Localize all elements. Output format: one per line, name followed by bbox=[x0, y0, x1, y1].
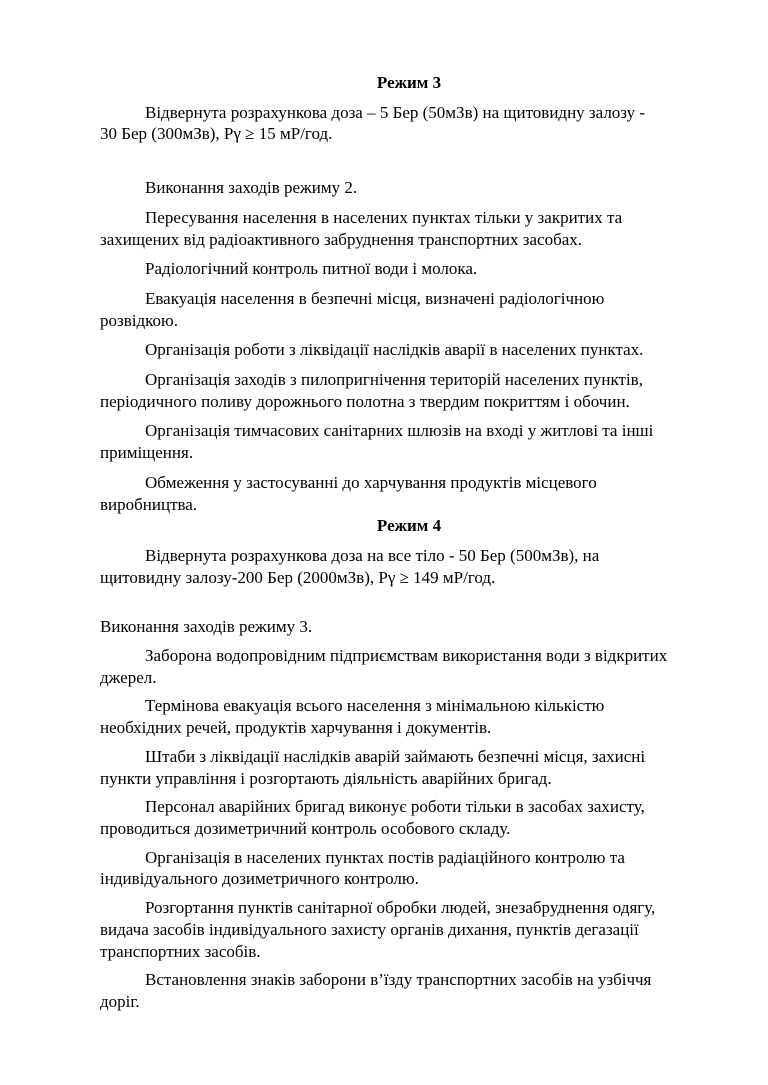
paragraph-line: необхідних речей, продуктів харчування і документів. bbox=[100, 718, 492, 738]
section-heading: Режим 4 bbox=[376, 516, 442, 536]
paragraph-line: розвідкою. bbox=[100, 310, 178, 330]
paragraph-line: Розгортання пунктів санітарної обробки людей, знезабруднення одягу, bbox=[145, 898, 656, 918]
paragraph-line: Радіологічний контроль питної води і молока. bbox=[145, 259, 478, 279]
paragraph-line: виробництва. bbox=[100, 494, 198, 514]
paragraph bbox=[100, 969, 718, 1012]
paragraph-line: доріг. bbox=[100, 991, 140, 1011]
document-content bbox=[100, 72, 718, 1013]
paragraph bbox=[100, 897, 718, 962]
paragraph bbox=[100, 746, 718, 789]
paragraph-line: щитовидну залозу-200 Бер (2000мЗв), Рγ ≥ 149 мР/год. bbox=[100, 567, 496, 587]
paragraph bbox=[100, 796, 718, 839]
paragraph-line: Організація заходів з пилопригнічення територій населених пунктів, bbox=[145, 370, 643, 390]
paragraph-line: Евакуація населення в безпечні місця, визначені радіологічною bbox=[145, 288, 605, 308]
paragraph-line: Виконання заходів режиму 3. bbox=[100, 617, 313, 637]
paragraph bbox=[100, 339, 718, 361]
paragraph-line: Персонал аварійних бригад виконує роботи тільки в засобах захисту, bbox=[145, 797, 645, 817]
paragraph-line: Встановлення знаків заборони в’їзду транспортних засобів на узбіччя bbox=[145, 970, 652, 990]
paragraph-line: джерел. bbox=[100, 667, 157, 687]
paragraph bbox=[100, 288, 718, 331]
paragraph-line: 30 Бер (300мЗв), Рγ ≥ 15 мР/год. bbox=[100, 124, 333, 144]
paragraph-line: приміщення. bbox=[100, 443, 194, 463]
blank-line bbox=[100, 153, 718, 169]
paragraph bbox=[100, 420, 718, 463]
paragraph bbox=[100, 472, 718, 515]
paragraph-line: Пересування населення в населених пунктах тільки у закритих та bbox=[145, 207, 623, 227]
blank-line bbox=[100, 596, 718, 612]
paragraph bbox=[100, 847, 718, 890]
paragraph bbox=[100, 258, 718, 280]
paragraph-line: Організація тимчасових санітарних шлюзів на вході у житлові та інші bbox=[145, 421, 654, 441]
paragraph-line: Відвернута розрахункова доза – 5 Бер (50мЗв) на щитовидну залозу - bbox=[145, 102, 646, 122]
paragraph-line: транспортних засобів. bbox=[100, 941, 261, 961]
paragraph bbox=[100, 102, 718, 145]
paragraph-line: Термінова евакуація всього населення з мінімальною кількістю bbox=[145, 696, 605, 716]
paragraph-line: пункти управління і розгортають діяльність аварійних бригад. bbox=[100, 768, 552, 788]
paragraph-line: Виконання заходів режиму 2. bbox=[145, 178, 358, 198]
paragraph-line: періодичного поливу дорожнього полотна з твердим покриттям і обочин. bbox=[100, 391, 630, 411]
paragraph bbox=[100, 645, 718, 688]
paragraph-line: Обмеження у застосуванні до харчування продуктів місцевого bbox=[145, 472, 597, 492]
paragraph-line: Організація в населених пунктах постів радіаційного контролю та bbox=[145, 847, 625, 867]
paragraph bbox=[100, 369, 718, 412]
paragraph-line: захищених від радіоактивного забруднення транспортних засобах. bbox=[100, 229, 583, 249]
paragraph bbox=[100, 177, 718, 199]
paragraph bbox=[100, 545, 718, 588]
paragraph-line: Організація роботи з ліквідації наслідків аварії в населених пунктах. bbox=[145, 340, 644, 360]
paragraph bbox=[100, 695, 718, 738]
paragraph-line: видача засобів індивідуального захисту органів дихання, пунктів дегазації bbox=[100, 919, 639, 939]
section-heading: Режим 3 bbox=[376, 73, 442, 92]
paragraph bbox=[100, 616, 718, 638]
paragraph bbox=[100, 207, 718, 250]
paragraph-line: індивідуального дозиметричного контролю. bbox=[100, 869, 419, 889]
paragraph-line: Штаби з ліквідації наслідків аварій займають безпечні місця, захисні bbox=[145, 746, 646, 766]
paragraph-line: Відвернута розрахункова доза на все тіло - 50 Бер (500мЗв), на bbox=[145, 545, 600, 565]
paragraph-line: Заборона водопровідним підприємствам використання води з відкритих bbox=[145, 646, 668, 666]
paragraph-line: проводиться дозиметричний контроль особового складу. bbox=[100, 818, 511, 838]
